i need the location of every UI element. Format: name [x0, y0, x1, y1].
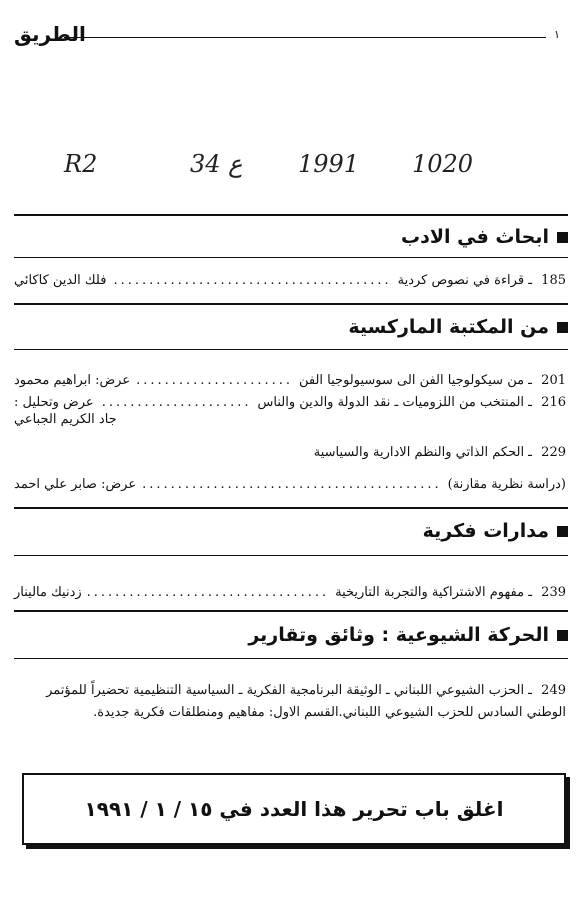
toc-entry-subline — [14, 474, 566, 494]
section-divider — [14, 658, 568, 659]
article-title-continuation: الوطني السادس للحزب الشيوعي اللبناني.القسم الاول: مفاهيم ومنطلقات فكرية جديدة. — [93, 705, 566, 720]
handwritten-note-2: 34 ع — [190, 150, 243, 178]
dot-leader — [88, 585, 329, 600]
section-heading: ابحاث في الادب — [401, 226, 568, 248]
article-title: ـ مفهوم الاشتراكية والتجربة التاريخية — [335, 584, 532, 600]
toc-entry[interactable] — [14, 582, 566, 602]
section-divider — [14, 507, 568, 509]
page-number: 229 — [541, 444, 566, 460]
article-author: عرض: ابراهيم محمود — [14, 372, 131, 388]
article-author: عرض: صابر علي احمد — [14, 476, 137, 492]
dot-leader — [100, 395, 252, 410]
closing-date-text: اغلق باب تحرير هذا العدد في ١٥ / ١ / ١٩٩١ — [84, 797, 504, 821]
toc-entry[interactable] — [14, 270, 566, 290]
section-heading: الحركة الشيوعية : وثائق وتقارير — [248, 624, 568, 646]
toc-entry[interactable] — [14, 442, 566, 462]
article-title: ـ من سيكولوجيا الفن الى سوسيولوجيا الفن — [298, 372, 532, 388]
toc-entry[interactable] — [14, 392, 566, 412]
section-divider — [14, 303, 568, 305]
section-heading: من المكتبة الماركسية — [348, 316, 568, 338]
dot-leader — [142, 477, 442, 492]
section-divider — [14, 610, 568, 612]
page-number: 216 — [541, 394, 566, 410]
square-bullet-icon — [557, 322, 568, 333]
section-divider — [14, 257, 568, 258]
dot-leader — [136, 373, 293, 388]
section-divider — [14, 555, 568, 556]
page-number: 249 — [541, 683, 566, 698]
article-author: زدنيك مالينار — [14, 584, 82, 600]
section-heading: مدارات فكرية — [423, 520, 568, 542]
article-author-continuation: جاد الكريم الجباعي — [14, 412, 117, 427]
square-bullet-icon — [557, 630, 568, 641]
page-number: 239 — [541, 584, 566, 600]
dot-leader — [112, 273, 391, 288]
square-bullet-icon — [557, 232, 568, 243]
handwritten-note-4: 1020 — [412, 150, 474, 178]
header-rule — [64, 37, 546, 38]
page-number: 185 — [541, 272, 566, 288]
closing-date-box — [22, 773, 566, 845]
toc-entry[interactable] — [14, 680, 566, 724]
square-bullet-icon — [557, 526, 568, 537]
article-author: فلك الدين كاكائي — [14, 272, 107, 288]
article-title: ـ المنتخب من اللزوميات ـ نقد الدولة والدين والناس — [257, 394, 532, 410]
section-divider — [14, 349, 568, 350]
page-number: 201 — [541, 372, 566, 388]
handwritten-note-3: 1991 — [298, 150, 360, 178]
toc-entry[interactable] — [14, 370, 566, 390]
journal-logo: الطريق — [14, 22, 86, 46]
handwritten-note-1: R2 — [64, 150, 98, 178]
article-title: ـ الحزب الشيوعي اللبناني ـ الوثيقة البرنامجية الفكرية ـ السياسية التنظيمية تحضيراً للمؤتمر — [46, 683, 532, 698]
article-subtitle: (دراسة نظرية مقارنة) — [447, 476, 566, 492]
article-author: عرض وتحليل : — [14, 394, 94, 410]
article-title: ـ الحكم الذاتي والنظم الادارية والسياسية — [313, 444, 532, 460]
page-number-mark: ١ — [554, 28, 560, 41]
section-divider — [14, 214, 568, 216]
article-title: ـ قراءة في نصوص كردية — [397, 272, 532, 288]
